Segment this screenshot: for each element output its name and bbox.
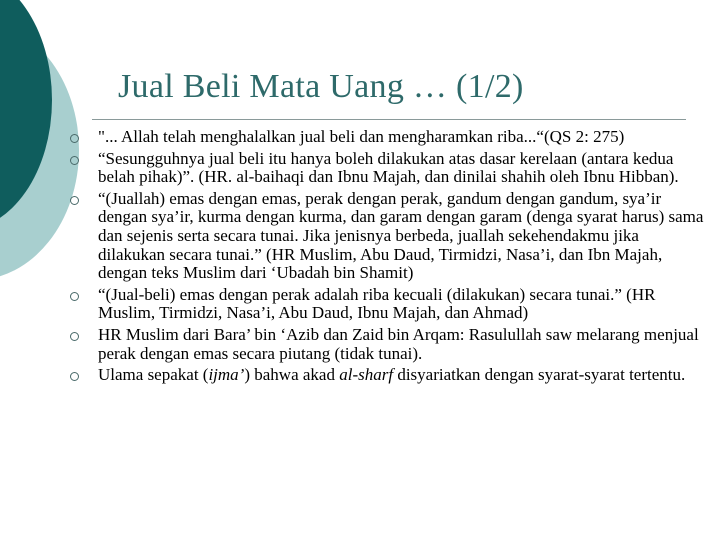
circle-outline-bullet-icon <box>70 134 79 143</box>
list-item-text: HR Muslim dari Bara’ bin ‘Azib dan Zaid bin Arqam: Rasulullah saw melarang menjual perak dengan emas secara piutang (tidak tunai). <box>98 324 699 363</box>
circle-outline-bullet-icon <box>70 372 79 381</box>
list-item <box>70 190 710 283</box>
italic-term: ijma’ <box>208 365 245 385</box>
title-divider <box>92 119 686 120</box>
list-item-text: “(Jual-beli) emas dengan perak adalah riba kecuali (dilakukan) secara tunai.” (HR Muslim, Tirmidzi, Nasa’i, Abu Daud, Ibnu Majah, dan Ahmad) <box>98 284 656 323</box>
bullet-list <box>70 128 710 385</box>
italic-term: al-sharf <box>339 365 394 385</box>
circle-outline-bullet-icon <box>70 196 79 205</box>
list-item <box>70 128 710 147</box>
list-item <box>70 366 710 385</box>
circle-outline-bullet-icon <box>70 292 79 301</box>
list-item-text: "... Allah telah menghalalkan jual beli dan mengharamkan riba...“(QS 2: 275) <box>98 127 625 146</box>
list-item <box>70 326 710 363</box>
list-item <box>70 286 710 323</box>
list-item-text: “(Juallah) emas dengan emas, perak dengan perak, gandum dengan gandum, sya’ir dengan sya’ir, kurma dengan kurma, dan garam dengan garam (denga syarat harus) sama dan sejenis serta secara tunai. Jika jenisnya berbeda, juallah sekehendakmu jika dilakukan secara tunai.” (HR Muslim, Abu Daud, Tirmidzi, Nasa’i, dan Ibn Majah, dengan teks Muslim dari ‘Ubadah bin Shamit) <box>98 188 704 283</box>
slide-title: Jual Beli Mata Uang … (1/2) <box>118 68 524 105</box>
list-item <box>70 150 710 187</box>
circle-outline-bullet-icon <box>70 332 79 341</box>
circle-outline-bullet-icon <box>70 156 79 165</box>
list-item-text: “Sesungguhnya jual beli itu hanya boleh dilakukan atas dasar kerelaan (antara kedua belah pihak)”. (HR. al-baihaqi dan Ibnu Majah, dan dinilai shahih oleh Ibnu Hibban). <box>98 148 679 187</box>
list-item-text: Ulama sepakat (ijma’) bahwa akad al-sharf disyariatkan dengan syarat-syarat tertentu. <box>98 365 686 385</box>
